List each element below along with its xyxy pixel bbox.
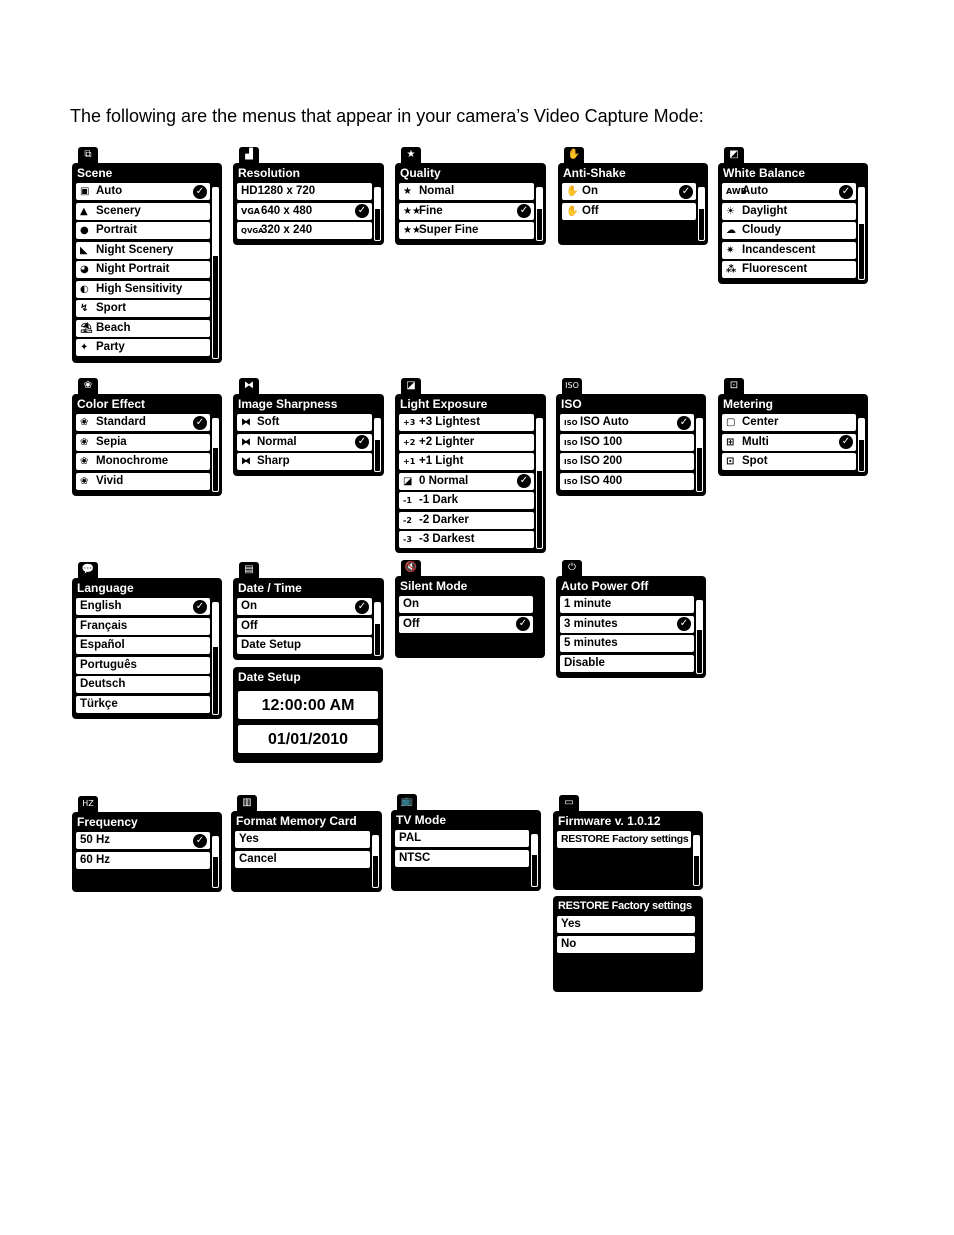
firmware-icon: ▭ [559, 795, 579, 811]
menu-item-sepia[interactable]: ❀ Sepia [76, 434, 210, 451]
scrollbar[interactable] [858, 418, 865, 472]
scrollbar[interactable] [372, 835, 379, 888]
check-icon: ✓ [517, 474, 531, 488]
menu-item-espanol[interactable]: Español [76, 637, 210, 654]
scrollbar[interactable] [374, 187, 381, 241]
language-menu [72, 564, 222, 719]
calendar-icon: ▤ [239, 562, 259, 578]
resolution-icon: ▟ [239, 147, 259, 163]
scene-icon: ⧉ [78, 147, 98, 163]
menu-item-sharp[interactable]: ⧓ Sharp [237, 453, 372, 470]
menu-item-iso-auto[interactable]: ISO ISO Auto ✓ [560, 414, 694, 431]
menu-item-incandescent[interactable]: ✷ Incandescent [722, 242, 856, 259]
hand-off-icon: ✋ [566, 205, 579, 217]
hand-icon: ✋ [564, 147, 584, 163]
memory-card-icon: ▥ [237, 795, 257, 811]
minus2-icon: -2 [403, 515, 412, 525]
date-time-menu [233, 564, 384, 660]
check-icon: ✓ [517, 204, 531, 218]
menu-item-minus2[interactable]: -2 -2 Darker [399, 512, 534, 529]
color-effect-menu [72, 380, 222, 496]
star-icon: ★ [401, 147, 421, 163]
cloud-icon: ☁ [726, 225, 736, 236]
fluorescent-icon: ⁂ [726, 264, 737, 275]
menu-item-ntsc[interactable]: NTSC [395, 850, 529, 867]
menu-item-1-minute[interactable]: 1 minute [560, 596, 694, 613]
scenery-icon: ▲ [80, 205, 88, 217]
scrollbar[interactable] [212, 187, 219, 359]
menu-item-fluorescent[interactable]: ⁂ Fluorescent [722, 261, 856, 278]
high-sensitivity-icon: ◐ [80, 283, 89, 295]
spot-icon: ⊡ [726, 456, 735, 467]
menu-item-zero[interactable]: ◪ 0 Normal ✓ [399, 473, 534, 490]
menu-item-date-setup[interactable]: Date Setup [237, 637, 372, 654]
menu-item-on[interactable]: On [399, 596, 533, 613]
date-setup-menu [233, 667, 383, 763]
party-icon: ✦ [80, 342, 89, 353]
white-balance-menu [718, 149, 868, 284]
iso-menu [556, 381, 706, 496]
check-icon: ✓ [355, 435, 369, 449]
menu-item-pal[interactable]: PAL [395, 830, 529, 847]
menu-item-iso-100[interactable]: ISO ISO 100 [560, 434, 694, 451]
menu-title: TV Mode [396, 813, 446, 827]
star-icon: ★ [403, 186, 412, 197]
plus2-icon: +2 [403, 437, 416, 447]
soft-icon: ⧓ [241, 417, 251, 428]
menu-title: Anti-Shake [563, 166, 626, 180]
menu-item-super-fine[interactable]: ★★Super Fine [399, 222, 534, 239]
scrollbar[interactable] [212, 418, 219, 492]
scrollbar[interactable] [696, 418, 703, 492]
tv-mode-menu [391, 796, 541, 891]
menu-item-fine[interactable]: ★★Fine ✓ [399, 203, 534, 220]
menu-item-vga[interactable]: VGA640 x 480 ✓ [237, 203, 372, 220]
check-icon: ✓ [677, 416, 691, 430]
three-star-icon: ★★ [403, 225, 421, 236]
scrollbar[interactable] [698, 187, 705, 241]
menu-item-plus3[interactable]: +3 +3 Lightest [399, 414, 534, 431]
restore-menu [553, 896, 703, 992]
menu-title: RESTORE Factory settings [558, 900, 692, 912]
sun-icon: ☀ [726, 205, 735, 217]
check-icon: ✓ [516, 617, 530, 631]
sepia-icon: ❀ [80, 436, 89, 448]
scrollbar[interactable] [531, 834, 538, 887]
scrollbar[interactable] [693, 835, 700, 886]
menu-title: Resolution [238, 166, 300, 180]
scrollbar[interactable] [858, 187, 865, 280]
menu-item-center[interactable]: ▢ Center [722, 414, 856, 431]
iso-200-icon: ISO [564, 458, 578, 466]
menu-title: Metering [723, 397, 774, 411]
beach-icon: ⛱ [80, 322, 93, 334]
iso-100-icon: ISO [564, 438, 578, 447]
night-scenery-icon: ◣ [80, 244, 88, 256]
menu-title: White Balance [723, 166, 806, 180]
menu-item-auto[interactable]: AWBAuto ✓ [722, 183, 856, 200]
menu-title: Date Setup [238, 670, 301, 684]
menu-title: Frequency [77, 815, 138, 829]
scrollbar[interactable] [696, 600, 703, 674]
menu-item-night-scenery[interactable]: ◣ Night Scenery [76, 242, 210, 259]
check-icon: ✓ [193, 416, 207, 430]
auto-icon: ▣ [80, 186, 90, 197]
normal-sharp-icon: ⧓ [241, 436, 251, 448]
menu-item-iso-200[interactable]: ISO ISO 200 [560, 453, 694, 470]
menu-item-vivid[interactable]: ❀ Vivid [76, 473, 210, 490]
hz-icon: HZ [78, 796, 98, 812]
center-icon: ▢ [726, 417, 736, 428]
menu-item-daylight[interactable]: ☀ Daylight [722, 203, 856, 220]
iso-icon: ISO [562, 378, 582, 394]
menu-item-normal[interactable]: ⧓ Normal ✓ [237, 434, 372, 451]
menu-title: Language [77, 581, 134, 595]
plus3-icon: +3 [403, 418, 416, 427]
menu-item-off[interactable]: ✋ Off [562, 203, 696, 220]
multi-icon: ⊞ [726, 436, 735, 448]
menu-item-hd[interactable]: HD1280 x 720 [237, 183, 372, 200]
check-icon: ✓ [355, 204, 369, 218]
menu-item-qvga[interactable]: QVGA320 x 240 [237, 222, 372, 239]
zero-icon: ◪ [403, 475, 413, 487]
menu-item-on[interactable]: On ✓ [237, 598, 372, 615]
iso-auto-icon: ISO [564, 419, 578, 427]
white-balance-icon: ◩ [724, 147, 744, 163]
menu-item-francais[interactable]: Français [76, 618, 210, 635]
check-icon: ✓ [355, 600, 369, 614]
menu-item-night-portrait[interactable]: ◕ Night Portrait [76, 261, 210, 278]
menu-title: Silent Mode [400, 579, 468, 593]
antishake-menu [558, 149, 708, 245]
scene-menu [72, 149, 222, 363]
menu-item-turkce[interactable]: Türkçe [76, 696, 210, 713]
auto-power-off-menu [556, 562, 706, 678]
intro-text: The following are the menus that appear in your camera’s Video Capture Mode: [70, 106, 704, 126]
firmware-menu [553, 797, 703, 890]
silent-mode-menu [395, 562, 545, 658]
resolution-menu [233, 149, 384, 245]
menu-item-plus2[interactable]: +2 +2 Lighter [399, 434, 534, 451]
metering-icon: ⊡ [724, 378, 744, 394]
menu-item-deutsch[interactable]: Deutsch [76, 676, 210, 693]
menu-item-high-sensitivity[interactable]: ◐ High Sensitivity [76, 281, 210, 298]
menu-title: Quality [400, 166, 441, 180]
exposure-icon: ◪ [401, 378, 421, 394]
tv-icon: 📺 [397, 794, 417, 810]
minus3-icon: -3 [403, 535, 412, 544]
time-field[interactable]: 12:00:00 AM [238, 691, 378, 719]
menu-item-60hz[interactable]: 60 Hz [76, 852, 210, 869]
check-icon: ✓ [839, 185, 853, 199]
menu-item-auto[interactable]: ▣ Auto ✓ [76, 183, 210, 200]
minus1-icon: -1 [403, 496, 412, 505]
menu-title: Auto Power Off [561, 579, 649, 593]
menu-item-beach[interactable]: ⛱ Beach [76, 320, 210, 337]
menu-item-party[interactable]: ✦ Party [76, 339, 210, 356]
two-star-icon: ★★ [403, 205, 421, 217]
date-field[interactable]: 01/01/2010 [238, 725, 378, 753]
menu-item-minus3[interactable]: -3 -3 Darkest [399, 531, 534, 548]
menu-item-normal[interactable]: ★ Nomal [399, 183, 534, 200]
portrait-icon: ● [80, 225, 89, 236]
menu-item-portrait[interactable]: ● Portrait [76, 222, 210, 239]
night-portrait-icon: ◕ [80, 264, 89, 275]
menu-title: Image Sharpness [238, 397, 338, 411]
scrollbar[interactable] [212, 836, 219, 888]
scrollbar[interactable] [374, 602, 381, 656]
frequency-menu [72, 799, 222, 892]
menu-item-standard[interactable]: ❀ Standard ✓ [76, 414, 210, 431]
menu-title: Light Exposure [400, 397, 488, 411]
menu-item-on[interactable]: ✋ On ✓ [562, 183, 696, 200]
scrollbar[interactable] [212, 602, 219, 715]
bulb-icon: ✷ [726, 244, 735, 256]
hand-icon: ✋ [566, 186, 579, 197]
menu-item-scenery[interactable]: ▲ Scenery [76, 203, 210, 220]
qvga-icon: QVGA [241, 227, 264, 235]
check-icon: ✓ [193, 185, 207, 199]
iso-400-icon: ISO [564, 477, 578, 486]
menu-item-portugues[interactable]: Português [76, 657, 210, 674]
scrollbar[interactable] [536, 187, 543, 241]
plus1-icon: +1 [403, 457, 416, 466]
vga-icon: VGA [241, 206, 260, 216]
menu-item-soft[interactable]: ⧓ Soft [237, 414, 372, 431]
sport-icon: ↯ [80, 303, 89, 314]
check-icon: ✓ [193, 600, 207, 614]
menu-item-50hz[interactable]: 50 Hz ✓ [76, 832, 210, 849]
menu-item-monochrome[interactable]: ❀ Monochrome [76, 453, 210, 470]
menu-title: Format Memory Card [236, 814, 357, 828]
menu-item-english[interactable]: English ✓ [76, 598, 210, 615]
menu-item-off[interactable]: Off [237, 618, 372, 635]
metering-menu [718, 380, 868, 476]
menu-item-off[interactable]: Off ✓ [399, 616, 533, 633]
menu-item-no[interactable]: No [557, 936, 695, 953]
menu-title: Date / Time [238, 581, 302, 595]
quality-menu [395, 149, 546, 245]
menu-item-restore[interactable]: RESTORE Factory settings [557, 831, 691, 848]
color-effect-icon: ❀ [78, 378, 98, 394]
light-exposure-menu [395, 380, 546, 553]
menu-item-cloudy[interactable]: ☁ Cloudy [722, 222, 856, 239]
menu-item-yes[interactable]: Yes [235, 831, 370, 848]
mute-icon: 🔇 [401, 560, 421, 576]
awb-icon: AWB [726, 187, 747, 196]
menu-item-3-minutes[interactable]: 3 minutes ✓ [560, 616, 694, 633]
color-icon: ❀ [80, 417, 89, 428]
menu-item-minus1[interactable]: -1 -1 Dark [399, 492, 534, 509]
menu-item-spot[interactable]: ⊡ Spot [722, 453, 856, 470]
check-icon: ✓ [677, 617, 691, 631]
menu-title: Firmware v. 1.0.12 [558, 814, 661, 828]
menu-item-iso-400[interactable]: ISO ISO 400 [560, 473, 694, 490]
menu-title: Scene [77, 166, 113, 180]
sharp-icon: ⧓ [241, 456, 251, 467]
menu-item-cancel[interactable]: Cancel [235, 851, 370, 868]
menu-title: Color Effect [77, 397, 146, 411]
vivid-icon: ❀ [80, 475, 89, 487]
monochrome-icon: ❀ [80, 456, 89, 467]
power-icon: ⏻ [562, 560, 582, 576]
menu-item-multi[interactable]: ⊞ Multi ✓ [722, 434, 856, 451]
check-icon: ✓ [839, 435, 853, 449]
sharpness-icon: ⧓ [239, 378, 259, 394]
menu-title: ISO [561, 397, 582, 411]
menu-item-sport[interactable]: ↯ Sport [76, 300, 210, 317]
menu-item-disable[interactable]: Disable [560, 655, 694, 672]
check-icon: ✓ [679, 185, 693, 199]
check-icon: ✓ [193, 834, 207, 848]
format-memory-card-menu [231, 797, 382, 892]
speech-bubble-icon: 💬 [78, 562, 98, 578]
scrollbar[interactable] [374, 418, 381, 472]
menu-item-plus1[interactable]: +1 +1 Light [399, 453, 534, 470]
sharpness-menu [233, 380, 384, 476]
menu-item-yes[interactable]: Yes [557, 916, 695, 933]
menu-item-5-minutes[interactable]: 5 minutes [560, 635, 694, 652]
scrollbar[interactable] [536, 418, 543, 549]
